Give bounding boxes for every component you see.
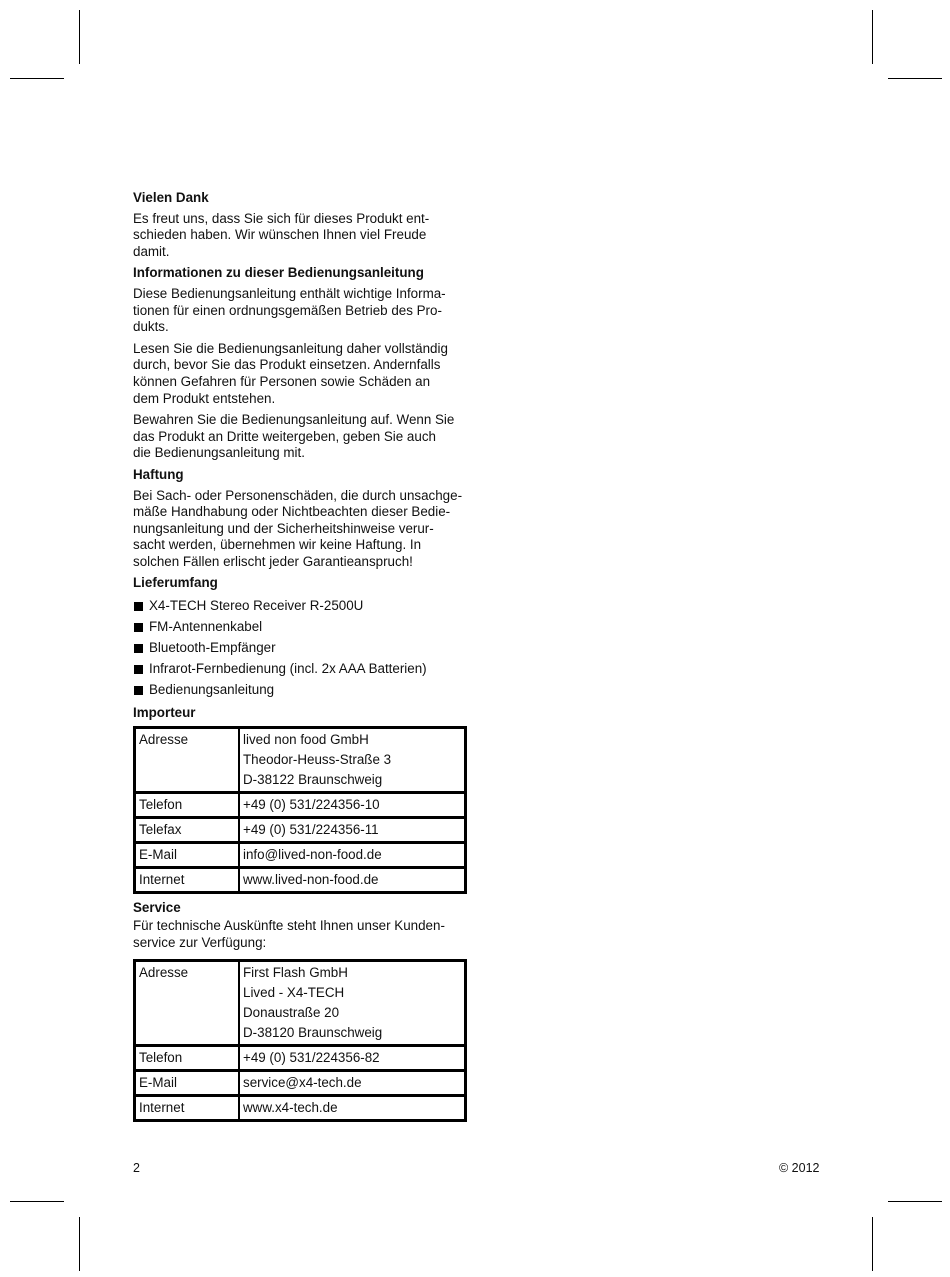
manual-page-content (133, 190, 469, 1128)
manual-info-heading: Informationen zu dieser Bedienungsanleitung (133, 265, 424, 281)
list-item (133, 617, 469, 638)
scope-list (133, 596, 469, 701)
address-line: D-38120 Braunschweig (243, 1025, 383, 1041)
scope-heading: Lieferumfang (133, 575, 218, 591)
service-value-phone: +49 (0) 531/224356-82 (239, 1045, 465, 1070)
address-line: Lived - X4-TECH (243, 985, 345, 1001)
scope-item-label: Bedienungsanleitung (149, 682, 275, 698)
service-value-email: service@x4-tech.de (239, 1070, 465, 1095)
importer-key-internet: Internet (135, 867, 239, 892)
importer-heading: Importeur (133, 705, 196, 721)
scope-item-label: FM-Antennenkabel (149, 619, 263, 635)
manual-info-paragraph-1: Diese Bedienungsanleitung enthält wichtige Informa- tionen für einen ordnungsgemäßen Betrieb des Pro- dukts. (133, 285, 446, 335)
bullet-square-icon (134, 686, 143, 695)
table-row (135, 842, 465, 867)
liability-heading: Haftung (133, 466, 184, 482)
liability-text: Bei Sach- oder Personenschäden, die durch unsachge- mäße Handhabung oder Nichtbeachten dieser Bedie- nungsanleitung und der Sicherheitshinweise verur- sacht werden, übernehmen wir keine Haftung. In solchen Fällen erlischt jeder Garantieanspruch! (133, 487, 463, 569)
crop-mark-top-left-vertical (79, 10, 80, 64)
crop-mark-bottom-left-horizontal (10, 1201, 64, 1202)
page-number: 2 (133, 1161, 140, 1175)
address-line: Theodor-Heuss-Straße 3 (243, 751, 392, 767)
thanks-heading: Vielen Dank (133, 190, 209, 205)
scope-item-label: Bluetooth-Empfänger (149, 640, 276, 656)
table-row (135, 1095, 465, 1120)
copyright-notice: © 2012 (779, 1161, 820, 1175)
address-line: Donaustraße 20 (243, 1005, 340, 1021)
scope-item-label: Infrarot-Fernbedienung (incl. 2x AAA Batterien) (149, 661, 427, 677)
manual-info-paragraph-2: Lesen Sie die Bedienungsanleitung daher vollständig durch, bevor Sie das Produkt einsetzen. Andernfalls können Gefahren für Personen sowie Schäden an dem Produkt entstehen. (133, 340, 448, 406)
crop-mark-top-left-horizontal (10, 78, 64, 79)
service-key-address: Adresse (135, 961, 239, 1045)
table-row (135, 817, 465, 842)
crop-mark-bottom-left-vertical (79, 1217, 80, 1271)
list-item (133, 680, 469, 701)
service-text: Für technische Auskünfte steht Ihnen unser Kunden- service zur Verfügung: (133, 918, 445, 950)
service-value-address (239, 961, 465, 1045)
importer-value-phone: +49 (0) 531/224356-10 (239, 792, 465, 817)
thanks-text: Es freut uns, dass Sie sich für dieses Produkt ent- schieden haben. Wir wünschen Ihnen viel Freude damit. (133, 210, 430, 259)
address-line: D-38122 Braunschweig (243, 771, 383, 787)
bullet-square-icon (134, 623, 143, 632)
importer-table (133, 726, 467, 894)
address-line: lived non food GmbH (243, 731, 369, 747)
table-row (135, 1070, 465, 1095)
table-row (135, 961, 465, 1045)
importer-key-address: Adresse (135, 728, 239, 792)
service-key-internet: Internet (135, 1095, 239, 1120)
service-key-phone: Telefon (135, 1045, 239, 1070)
importer-key-email: E-Mail (135, 842, 239, 867)
service-table (133, 959, 467, 1122)
crop-mark-top-right-vertical (872, 10, 873, 64)
service-heading: Service (133, 899, 181, 915)
service-key-email: E-Mail (135, 1070, 239, 1095)
table-row (135, 792, 465, 817)
importer-key-phone: Telefon (135, 792, 239, 817)
importer-value-internet: www.lived-non-food.de (239, 867, 465, 892)
crop-mark-bottom-right-vertical (872, 1217, 873, 1271)
manual-info-paragraph-3: Bewahren Sie die Bedienungsanleitung auf. Wenn Sie das Produkt an Dritte weitergeben, geben Sie auch die Bedienungsanleitung mit. (133, 412, 455, 461)
table-row (135, 867, 465, 892)
bullet-square-icon (134, 644, 143, 653)
importer-value-fax: +49 (0) 531/224356-11 (239, 817, 465, 842)
importer-value-address (239, 728, 465, 792)
bullet-square-icon (134, 602, 143, 611)
service-value-internet: www.x4-tech.de (239, 1095, 465, 1120)
scope-item-label: X4-TECH Stereo Receiver R-2500U (149, 598, 364, 614)
importer-value-email: info@lived-non-food.de (239, 842, 465, 867)
table-row (135, 728, 465, 792)
crop-mark-top-right-horizontal (888, 78, 942, 79)
list-item (133, 596, 469, 617)
importer-key-fax: Telefax (135, 817, 239, 842)
bullet-square-icon (134, 665, 143, 674)
table-row (135, 1045, 465, 1070)
address-line: First Flash GmbH (243, 965, 348, 981)
list-item (133, 659, 469, 680)
list-item (133, 638, 469, 659)
crop-mark-bottom-right-horizontal (888, 1201, 942, 1202)
